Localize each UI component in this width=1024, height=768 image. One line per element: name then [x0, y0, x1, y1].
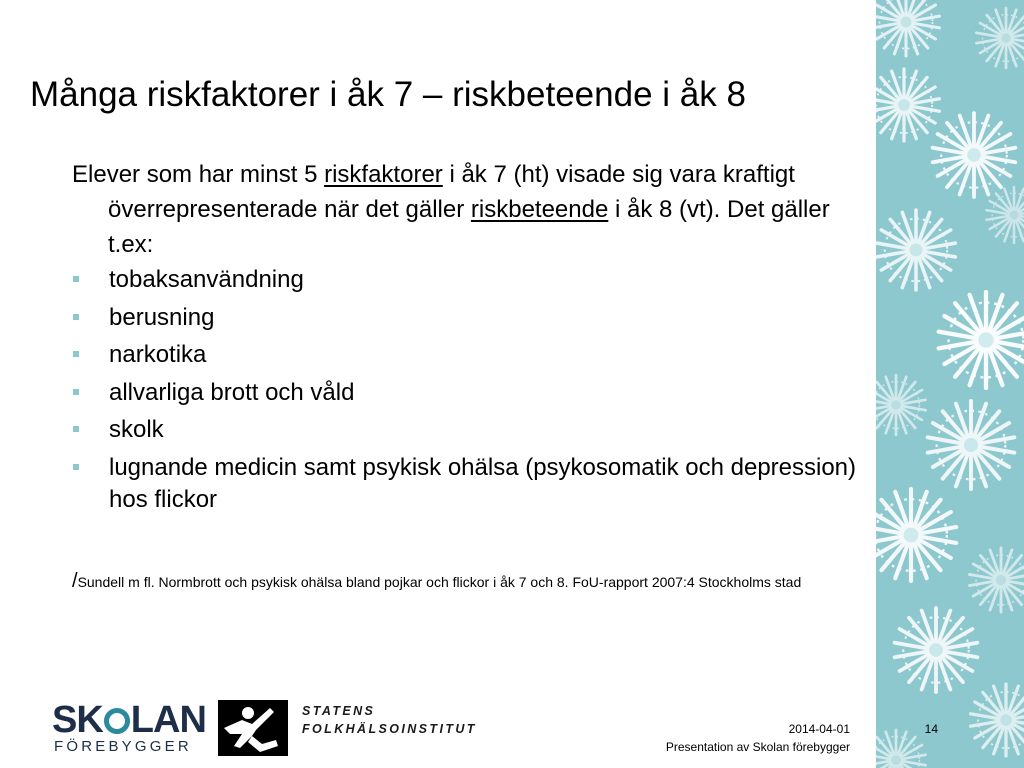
decorative-side-panel — [876, 0, 1024, 768]
skolan-wordmark-right: LAN — [130, 699, 206, 741]
forebygger-subtitle: FÖREBYGGER — [54, 738, 192, 755]
list-item — [72, 339, 862, 371]
square-bullet-icon — [73, 426, 79, 432]
skolan-wordmark-left: SK — [52, 699, 103, 741]
intro-paragraph — [72, 157, 862, 262]
source-citation — [72, 570, 909, 593]
citation-text: Sundell m fl. Normbrott och psykisk ohälsa bland pojkar och flickor i åk 7 och 8. FoU-rapport 2007:4 Stockholms stad — [77, 574, 802, 590]
list-item-text: lugnande medicin samt psykisk ohälsa (psykosomatik och depression) hos flickor — [109, 453, 857, 513]
slide-body — [72, 157, 862, 521]
intro-text-1: Elever som har minst 5 — [72, 161, 325, 188]
list-item-text: skolk — [109, 416, 164, 443]
skolan-wordmark — [52, 700, 206, 740]
square-bullet-icon — [73, 351, 79, 357]
fhi-wordmark-line-1: STATENS — [302, 704, 376, 718]
intro-text-3: i åk 8 (vt). Det gäller t.ex: — [108, 196, 830, 258]
fhi-logo-mark — [218, 700, 288, 756]
fhi-wordmark — [302, 702, 477, 738]
list-item-text: allvarliga brott och våld — [109, 378, 355, 406]
list-item — [72, 414, 862, 446]
slide-number: 14 — [924, 722, 938, 736]
skolan-forebygger-logo — [52, 699, 206, 758]
footer-date: 2014-04-01 — [788, 722, 850, 736]
citation-slash: / — [72, 570, 78, 592]
square-bullet-icon — [73, 276, 79, 282]
fhi-wordmark-line-2: FOLKHÄLSOINSTITUT — [302, 722, 477, 736]
list-item — [72, 302, 862, 334]
intro-text-2: i åk 7 (ht) visade sig vara kraftigt överrepresenterade när det gäller — [108, 161, 795, 223]
slide-title: Många riskfaktorer i åk 7 – riskbeteende i åk 8 — [30, 75, 746, 114]
list-item — [72, 452, 862, 516]
figure-silhouette-icon — [218, 700, 288, 756]
list-item — [72, 377, 862, 409]
ring-o-icon — [104, 708, 130, 734]
dandelion-pattern-icon — [876, 0, 1024, 768]
list-item-text: berusning — [109, 303, 215, 331]
square-bullet-icon — [73, 389, 79, 395]
list-item — [72, 264, 862, 296]
square-bullet-icon — [73, 314, 79, 320]
list-item-text: narkotika — [109, 341, 207, 368]
riskbeteende-term: riskbeteende — [470, 196, 609, 223]
risk-behaviour-list — [72, 264, 862, 516]
list-item-text: tobaksanvändning — [109, 266, 304, 293]
footer-caption: Presentation av Skolan förebygger — [665, 740, 850, 754]
riskfaktorer-term: riskfaktorer — [324, 161, 443, 188]
square-bullet-icon — [73, 464, 79, 470]
